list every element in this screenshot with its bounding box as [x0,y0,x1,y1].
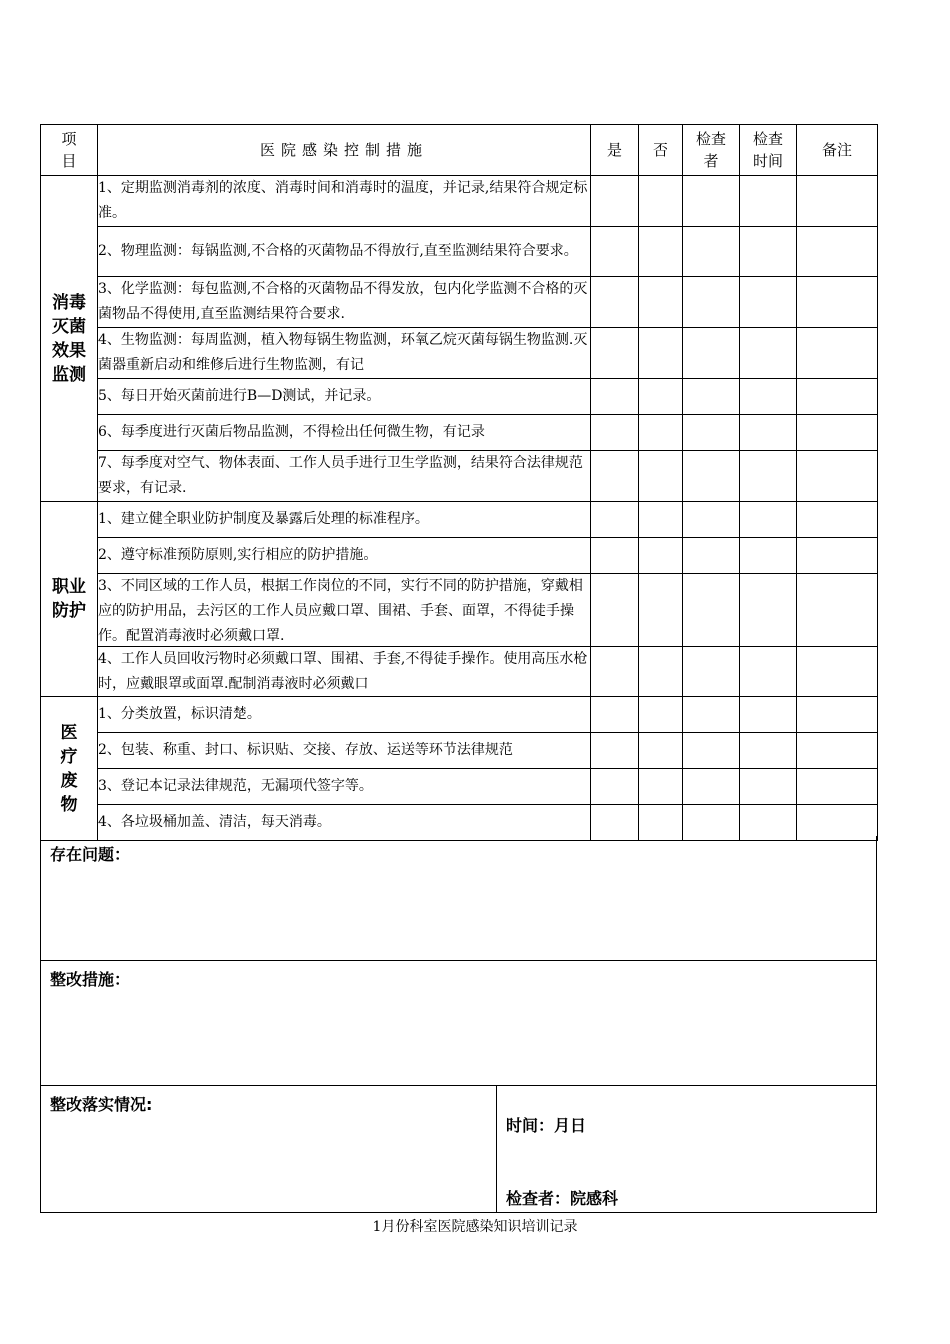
yes-cell[interactable] [591,415,639,451]
inspector-cell[interactable] [683,733,740,769]
remarks-cell[interactable] [797,733,878,769]
measure-text: 7、每季度对空气、物体表面、工作人员手进行卫生学监测，结果符合法律规范要求，有记录. [98,455,583,496]
header-yes: 是 [591,125,639,176]
table-row [41,227,878,277]
time-label: 时间：月日 [506,1116,587,1135]
measure-cell [98,574,591,647]
category-label: 监测 [52,364,86,385]
measure-text: 2、物理监测：每锅监测,不合格的灭菌物品不得放行,直至监测结果符合要求。 [98,243,578,259]
table-row [41,647,878,697]
category-cell [41,697,98,841]
inspector-cell[interactable] [683,176,740,227]
rectification-box[interactable] [40,961,877,1086]
inspector-cell[interactable] [683,227,740,277]
measure-text: 3、登记本记录法律规范，无漏项代签字等。 [98,778,373,794]
header-check-time-text: 检查 时间 [752,130,783,170]
yes-cell[interactable] [591,227,639,277]
measure-cell [98,697,591,733]
category-label: 废 [60,770,78,791]
signature-box [497,1086,876,1212]
check-time-cell[interactable] [740,733,797,769]
table-row [41,538,878,574]
measure-cell [98,451,591,502]
measure-cell [98,733,591,769]
measure-cell [98,538,591,574]
category-label: 疗 [60,746,78,767]
table-row [41,697,878,733]
check-time-cell[interactable] [740,697,797,733]
check-time-cell[interactable] [740,277,797,328]
inspector-cell[interactable] [683,379,740,415]
no-cell[interactable] [639,538,683,574]
implementation-box[interactable] [41,1086,497,1212]
category-label: 防护 [52,601,86,621]
yes-cell[interactable] [591,328,639,379]
category-label: 效果 [52,340,86,361]
header-inspector-text: 检查 者 [695,130,726,170]
inspector-cell[interactable] [683,328,740,379]
yes-cell[interactable] [591,733,639,769]
yes-cell[interactable] [591,574,639,647]
category-label: 职业 [52,577,86,597]
no-cell[interactable] [639,227,683,277]
header-remarks: 备注 [797,125,878,176]
remarks-cell[interactable] [797,451,878,502]
check-time-cell[interactable] [740,647,797,697]
yes-cell[interactable] [591,538,639,574]
remarks-cell[interactable] [797,769,878,805]
yes-cell[interactable] [591,647,639,697]
no-cell[interactable] [639,769,683,805]
remarks-cell[interactable] [797,502,878,538]
remarks-cell[interactable] [797,538,878,574]
category-cell [41,176,98,502]
no-cell[interactable] [639,176,683,227]
category-cell [41,502,98,697]
header-no: 否 [639,125,683,176]
table-row [41,733,878,769]
measure-text: 4、各垃圾桶加盖、清洁，每天消毒。 [98,814,331,830]
measure-cell [98,227,591,277]
category-label: 医 [60,722,78,743]
check-time-cell[interactable] [740,769,797,805]
measure-cell [98,769,591,805]
table-row [41,176,878,227]
remarks-cell[interactable] [797,647,878,697]
remarks-cell[interactable] [797,227,878,277]
check-time-cell[interactable] [740,415,797,451]
measure-cell [98,379,591,415]
check-time-cell[interactable] [740,227,797,277]
measure-cell [98,328,591,379]
yes-cell[interactable] [591,379,639,415]
inspector-cell[interactable] [683,277,740,328]
rectification-label: 整改措施： [50,970,131,989]
header-inspector [683,125,740,176]
no-cell[interactable] [639,379,683,415]
table-row [41,502,878,538]
inspector-label: 检查者：院感科 [506,1189,619,1208]
yes-cell[interactable] [591,451,639,502]
measure-text: 6、每季度进行灭菌后物品监测，不得检出任何微生物，有记录 [98,424,485,440]
implementation-label: 整改落实情况: [50,1095,153,1114]
implementation-row [40,1086,877,1213]
measure-text: 1、定期监测消毒剂的浓度、消毒时间和消毒时的温度，并记录,结果符合规定标准。 [98,180,588,221]
table-row [41,277,878,328]
table-row [41,451,878,502]
no-cell[interactable] [639,647,683,697]
measure-text: 4、生物监测：每周监测，植入物每锅生物监测，环氧乙烷灭菌每锅生物监测.灭菌器重新启动和维修后进行生物监测，有记 [98,332,588,373]
measure-text: 4、工作人员回收污物时必须戴口罩、围裙、手套,不得徒手操作。使用高压水枪时，应戴眼罩或面罩.配制消毒液时必须戴口 [98,651,588,692]
inspector-cell[interactable] [683,769,740,805]
measure-cell [98,502,591,538]
inspector-cell[interactable] [683,538,740,574]
measure-text: 5、每日开始灭菌前进行B—D测试，并记录。 [98,388,381,404]
remarks-cell[interactable] [797,415,878,451]
no-cell[interactable] [639,574,683,647]
remarks-cell[interactable] [797,574,878,647]
no-cell[interactable] [639,733,683,769]
measure-text: 2、包装、称重、封口、标识贴、交接、存放、运送等环节法律规范 [98,742,513,758]
inspector-cell[interactable] [683,697,740,733]
measure-cell [98,647,591,697]
yes-cell[interactable] [591,697,639,733]
measure-text: 3、不同区域的工作人员，根据工作岗位的不同，实行不同的防护措施，穿戴相应的防护用品，去污区的工作人员应戴口罩、围裙、手套、面罩，不得徒手操作。配置消毒液时必须戴口罩. [98,578,583,644]
table-row [41,769,878,805]
footer-caption: 1月份科室医院感染知识培训记录 [372,1219,578,1235]
table-row [41,574,878,647]
measure-text: 1、建立健全职业防护制度及暴露后处理的标准程序。 [98,511,429,527]
bottom-boxes [40,836,877,1213]
no-cell[interactable] [639,277,683,328]
check-time-cell[interactable] [740,379,797,415]
remarks-cell[interactable] [797,277,878,328]
check-time-cell[interactable] [740,574,797,647]
yes-cell[interactable] [591,176,639,227]
no-cell[interactable] [639,415,683,451]
inspector-cell[interactable] [683,502,740,538]
no-cell[interactable] [639,328,683,379]
inspector-cell[interactable] [683,574,740,647]
inspector-cell[interactable] [683,415,740,451]
header-item-text: 项 目 [61,130,77,170]
table-row [41,328,878,379]
header-check-time [740,125,797,176]
category-label: 物 [60,794,78,815]
header-item [41,125,98,176]
measure-cell [98,415,591,451]
measure-text: 3、化学监测：每包监测,不合格的灭菌物品不得发放，包内化学监测不合格的灭菌物品不得使用,直至监测结果符合要求. [98,281,588,322]
category-label: 消毒 [52,292,86,313]
measure-cell [98,176,591,227]
yes-cell[interactable] [591,769,639,805]
measure-text: 1、分类放置，标识清楚。 [98,706,261,722]
check-time-cell[interactable] [740,451,797,502]
inspector-cell[interactable] [683,647,740,697]
remarks-cell[interactable] [797,697,878,733]
no-cell[interactable] [639,451,683,502]
header-measures: 医院感染控制措施 [98,125,591,176]
inspector-cell[interactable] [683,451,740,502]
table-row [41,415,878,451]
no-cell[interactable] [639,697,683,733]
remarks-cell[interactable] [797,176,878,227]
problems-box[interactable] [40,836,877,961]
remarks-cell[interactable] [797,328,878,379]
check-time-cell[interactable] [740,538,797,574]
infection-control-checklist [40,124,878,841]
header-row [41,125,878,176]
yes-cell[interactable] [591,277,639,328]
table-row [41,379,878,415]
category-label: 灭菌 [52,316,86,337]
check-time-cell[interactable] [740,502,797,538]
check-time-cell[interactable] [740,176,797,227]
remarks-cell[interactable] [797,379,878,415]
yes-cell[interactable] [591,502,639,538]
problems-label: 存在问题： [50,845,131,864]
check-time-cell[interactable] [740,328,797,379]
measure-cell [98,277,591,328]
measure-text: 2、遵守标准预防原则,实行相应的防护措施。 [98,547,378,563]
no-cell[interactable] [639,502,683,538]
